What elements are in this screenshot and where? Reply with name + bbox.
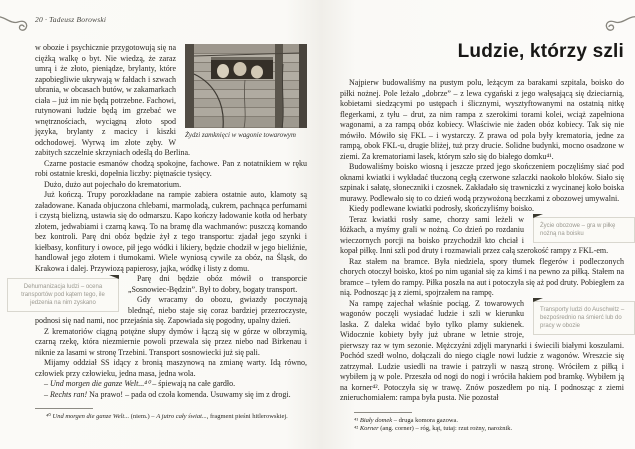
margin-note-marker-icon xyxy=(533,298,543,302)
paragraph: Z krematoriów ciągną potężne słupy dymów i łączą się w górze w olbrzymią, czarną rzekę, która niezmiernie powoli przewala się przez niebo nad Birkenau i niknie za lasami w stronę Trzebini. Transport sosnowiecki już się pali. xyxy=(35,326,307,357)
footnote-number: ⁴¹ xyxy=(354,416,360,424)
left-page-text xyxy=(21,43,307,422)
footnote-text: (ang. corner) – róg, kąt, tutaj: rzut rożny, narożnik. xyxy=(378,425,513,432)
margin-note xyxy=(533,217,635,243)
dialog-polish: Na prawo! – pada od czoła komenda. Usuwamy się im z drogi. xyxy=(87,389,291,399)
margin-note-text: Życie obozowe – gra w piłkę nożną na boisku xyxy=(533,217,635,243)
wagon-photo xyxy=(185,44,307,128)
footnote xyxy=(340,425,624,434)
dialog-german: – Rechts ran! xyxy=(44,389,88,399)
dialog-line xyxy=(35,390,307,401)
footnote-text: (niem.) – xyxy=(129,413,157,420)
paragraph: Raz stałem na bramce. Była niedziela, spory tłumek flegerów i podleczonych chorych otoczył boisko, ktoś po nim uganiał się za kimś i na pewno za piłką. Stałem na bramce – tyłem do rampy. Piłka poszła na aut i potoczyła się aż pod druty. Pobiegłem za nią. Podnosząc ją z ziemi, spojrzałem na rampę. xyxy=(340,256,624,297)
paragraph: Mijamy oddział SS idący z bronią maszynową na zmianę warty. Idą równo, człowiek przy człowieku, jedna masa, jedna wola. xyxy=(35,358,307,378)
dialog-line xyxy=(35,379,307,390)
footnote-number: ⁴² xyxy=(354,425,360,432)
paragraph: w obozie i psychicznie przygotowują się na ciężką walkę o byt. Nie wiedzą, że zaraz umrą i że złoto, pieniądze, brylanty, które zapobiegliwie ukrywają w fałdach i szwach ubrania, w obcasach butów, w zakamarkach ciała – już im nie będą potrzebne. Fachowi, rutynowani ludzie będą im grzebać we wnętrznościach, wyciągną złoto spod języka, brylanty z macicy i kiszki odchodowej. Wyrwą im złote zęby. W zabitych szczelnie skrzyniach odeślą do Berlina. xyxy=(35,43,191,157)
margin-note-marker-icon xyxy=(109,275,119,279)
paragraph: Czarne postacie esmanów chodzą spokojne, fachowe. Pan z notatnikiem w ręku robi ostatnie kreski, dopełnia liczby: piętnaście tysięcy. xyxy=(35,158,307,178)
photo-figure xyxy=(185,44,307,140)
running-header: 20 · Tadeusz Borowski xyxy=(35,15,107,24)
margin-note-text: Transporty ludzi do Auschwitz – bezpośrednio na śmierć lub do pracy w obozie xyxy=(533,301,635,335)
paragraph: Gdy wracamy do obozu, gwiazdy poczynają blednąć, niebo staje się coraz bardziej przezroczyste, podnosi się nad nami, noc przejaśnia się. Zapowiada się pogodny, upalny dzień. xyxy=(35,295,307,325)
footnote-term: Korner xyxy=(359,425,379,432)
dialog-polish: – śpiewają na całe gardło. xyxy=(150,379,236,388)
footnote-number: ⁴⁰ xyxy=(46,413,53,420)
corner-flourish-icon xyxy=(0,11,34,35)
footnote xyxy=(340,417,624,426)
paragraph: Teraz kwiatki rosły same, chorzy sami leżeli w łóżkach, a myśmy grali w nożną. Co dzień po rozdaniu wieczornych porcji na boisko przychodził kto chciał i kopał piłkę. Inni szli pod druty i rozmawiali przez całą szerokość rampy z FKL-em. xyxy=(340,214,609,255)
margin-note-marker-icon xyxy=(533,214,543,218)
footnote-rule xyxy=(354,412,412,413)
paragraph: Najpierw budowaliśmy na pustym polu, leżącym za barakami szpitala, boisko do piłki nożnej. Pole leżało „dobrze” – z lewa cygański z jego wałęsającą się dzieciarnią, kobietami siedzącymi po ustępach i ślicznymi, wysztyftowanymi na ostatnią nitkę flegerkami, z tyłu – drut, za nim rampa z szerokimi torami kolei, wciąż zapełniona wagonami, a za rampą obóz kobiecy. Właściwie nie żaden obóz kobiecy. Tak się nie mówiło. Mówiło się FKL – i wystarczy. Z prawa od pola były krematoria, jedne za rampą, obok FKL-u, drugie bliżej, tuż przy drucie. Solidne budynki, mocno osadzone w ziemi. Za krematoriami lasek, którym szło się do białego domku⁴¹. xyxy=(340,78,624,161)
paragraph: Na rampę zajechał właśnie pociąg. Z towarowych wagonów poczęli wysiadać ludzie i szli w kierunku laska. Z daleka widać było tylko plamy sukienek. Widocznie kobiety były już ubrane w letnie stroje, pierwszy raz w tym sezonie. Mężczyźni zdjęli marynarki i świecili białymi koszulami. Pochód szedł wolno, dołączali do niego ciągle nowi ludzie z wagonów. Wreszcie się zatrzymał. Ludzie usiedli na trawie i patrzyli w naszą stronę. Wróciłem z piłką i wybiłem ją w pole. Przeszła od nogi do nogi i wróciła hakiem pod bramkę. Wybiłem ją na korner⁴². Potoczyła się w trawę. Znów poszedłem po nią. I podnosząc z ziemi znieruchomiałem: rampa była pusta. Nie pozostał xyxy=(340,298,624,402)
footnote-term: A jutro cały świat... xyxy=(156,413,207,420)
footnote-term: Biały domek xyxy=(359,416,393,424)
footnote xyxy=(35,413,307,422)
photo-caption: Żydzi zamknięci w wagonie towarowym xyxy=(185,131,296,139)
footnote-text: – druga komora gazowa. xyxy=(392,416,459,424)
right-page-body xyxy=(340,78,624,434)
margin-note-text: Dehumanizacja ludzi – ocena transportów pod kątem tego, ile jedzenia na nim zyskano xyxy=(7,278,119,312)
paragraph: Budowaliśmy boisko wiosną i jeszcze przed jego skończeniem poczęliśmy siać pod oknami kwiatki i wykładać tłuczoną cegłą czerwone szlaczki naokoło bloków. Siało się szpinak i sałatę, słoneczniki i czosnek. Zakładało się trawniczki z wycinanej koło boiska murawy. Podlewało się to co dzień wodą przywożoną beczkami z obozowej umywalni. xyxy=(340,162,624,203)
footnote-text: , fragment pieśni hitlerowskiej. xyxy=(206,413,288,420)
paragraph: Kiedy podlewane kwiatki podrosły, skończyliśmy boisko. xyxy=(349,204,535,213)
chapter-title: Ludzie, którzy szli xyxy=(457,41,624,62)
paragraph: Parę dni będzie obóz mówił o transporcie „Sosnowiec-Będzin”. Był to dobry, bogaty transport. xyxy=(128,274,307,294)
paragraph: Już kończą. Trupy porozkładane na rampie zabiera ostatnie auto, klamoty są załadowane. Kanada objuczona chlebami, marmoladą, cukrem, pachnąca perfumami i czystą bielizną, ustawia się do odmarszu. Kapo kończy ładowanie kotła od herbaty złotem, jedwabiami i czarną kawą. To na bramę dla wachmanów: puszczą komando bez kontroli. Parę dni obóz będzie żył z tego transportu: zjadał jego szynki i kiełbasy, konfitury i owoce, pił jego wódki i likiery, będzie chodził w jego bieliźnie, handlował jego złotem i tłumokami. Wiele wyniosą cywile za obóz, na Śląsk, do Krakowa i dalej. Przywiozą papierosy, jajka, wódkę i listy z domu. xyxy=(35,190,307,273)
footnote-rule xyxy=(35,408,93,409)
dialog-german: – Und morgen die ganze Welt...⁴⁰ xyxy=(44,379,151,388)
right-page-text xyxy=(340,0,624,434)
footnote-term: Und morgen die ganze Welt... xyxy=(52,413,130,420)
margin-note xyxy=(533,301,635,335)
paragraph: Dużo, dużo aut pojechało do krematorium. xyxy=(44,179,182,189)
margin-note xyxy=(7,278,119,312)
